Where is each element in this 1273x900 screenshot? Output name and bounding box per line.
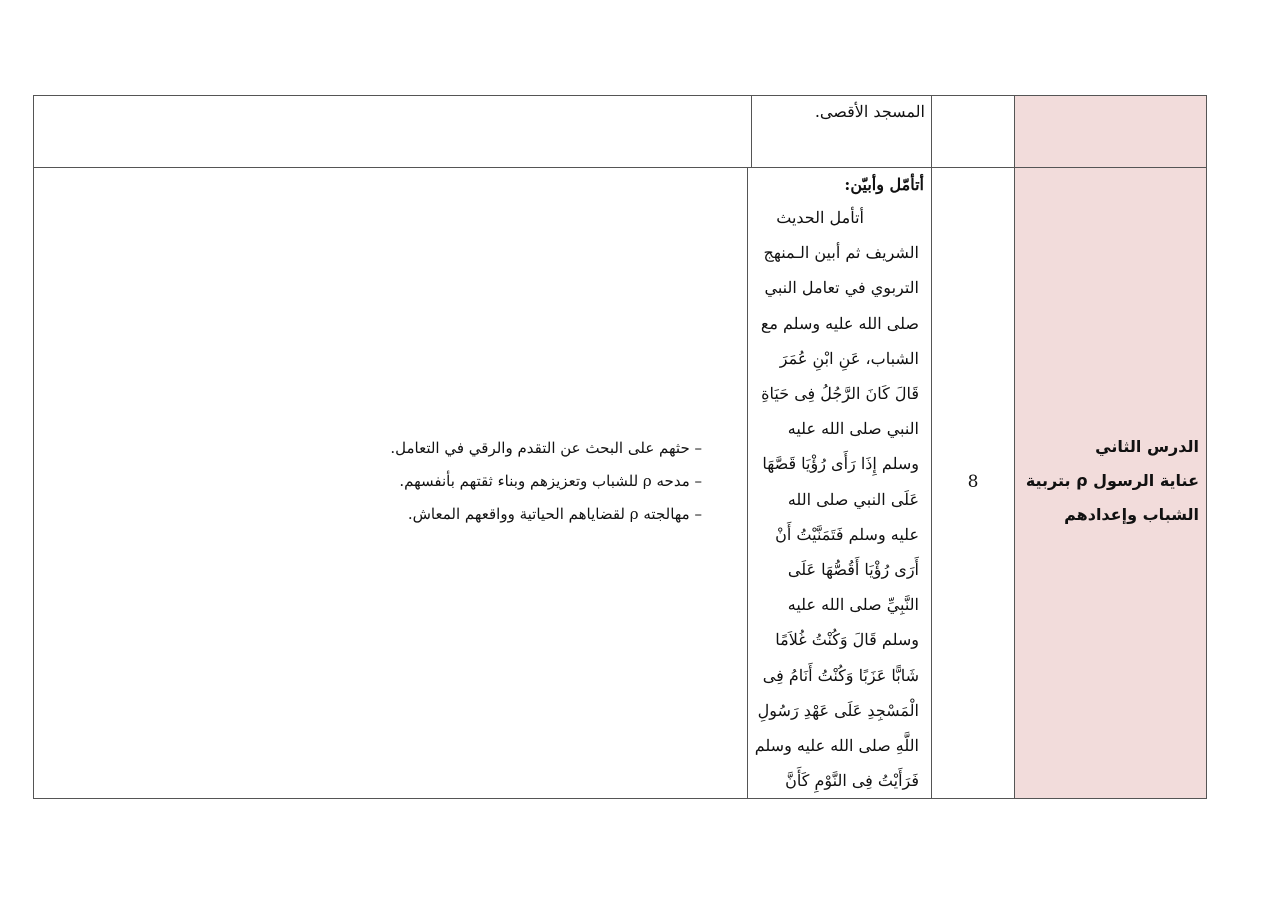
lesson-title-line1: الدرس الثاني bbox=[1095, 437, 1199, 456]
previous-content-text: المسجد الأقصى. bbox=[814, 102, 925, 121]
hadith-line: عَلَى النبي صلى الله bbox=[787, 489, 919, 509]
hadith-line: النبي صلى الله عليه bbox=[787, 419, 919, 439]
lesson-title bbox=[1015, 430, 1199, 532]
hadith-line: التربوي في تعامل النبي bbox=[764, 278, 919, 298]
hadith-line: فَرَأَيْتُ فِى النَّوْمِ كَأَنَّ bbox=[785, 771, 919, 791]
goal-item: – مهالجته ρ لقضاياهم الحياتية وواقعهم المعاش. bbox=[407, 505, 702, 523]
hadith-text bbox=[752, 200, 924, 798]
section-heading: أتأمّل وأبيّن: bbox=[844, 175, 924, 194]
hadith-line: اللَّهِ صلى الله عليه وسلم bbox=[754, 736, 919, 756]
goal-item: – حثهم على البحث عن التقدم والرقي في التعامل. bbox=[390, 439, 702, 457]
hadith-line: الشريف ثم أبين الـمنهج bbox=[763, 243, 919, 263]
content-column bbox=[752, 172, 924, 798]
hadith-line: شَابًّا عَزَبًا وَكُنْتُ أَنَامُ فِى bbox=[762, 665, 919, 685]
goal-item: – مدحه ρ للشباب وتعزيزهم وبناء ثقتهم بأنفسهم. bbox=[399, 472, 702, 490]
hadith-line: صلى الله عليه وسلم مع bbox=[760, 313, 919, 333]
hadith-line: قَالَ كَانَ الرَّجُلُ فِى حَيَاةِ bbox=[761, 384, 919, 404]
column-divider-period bbox=[931, 95, 932, 799]
row-divider bbox=[33, 167, 1207, 168]
period-count: 8 bbox=[967, 472, 979, 492]
hadith-line: أتأمل الحديث bbox=[776, 208, 864, 227]
table-border-bottom bbox=[33, 798, 1207, 799]
hadith-line: الشباب، عَنِ ابْنِ عُمَرَ bbox=[779, 348, 919, 368]
table-border-right bbox=[1206, 95, 1207, 799]
lesson-cell-row1 bbox=[1015, 96, 1206, 167]
hadith-line: الْمَسْجِدِ عَلَى عَهْدِ رَسُولِ bbox=[757, 700, 919, 720]
hadith-line: النَّبِيِّ صلى الله عليه bbox=[787, 595, 919, 615]
hadith-line: وسلم قَالَ وَكُنْتُ غُلاَمًا bbox=[775, 630, 919, 650]
hadith-line: عليه وسلم فَتَمَنَّيْتُ أَنْ bbox=[775, 524, 919, 544]
table-border-left bbox=[33, 95, 34, 799]
column-divider-content-row1 bbox=[751, 95, 752, 168]
lesson-title-line2: عناية الرسول ρ بتربية bbox=[1025, 471, 1199, 490]
table-border-top bbox=[33, 95, 1207, 96]
goals-list bbox=[300, 432, 702, 531]
lesson-title-line3: الشباب وإعدادهم bbox=[1064, 505, 1199, 524]
hadith-line: وسلم إِذَا رَأَى رُؤْيَا قَصَّهَا bbox=[762, 454, 919, 474]
hadith-line: أَرَى رُؤْيَا أَقُصُّهَا عَلَى bbox=[787, 560, 919, 580]
column-divider-content-row2 bbox=[747, 167, 748, 799]
